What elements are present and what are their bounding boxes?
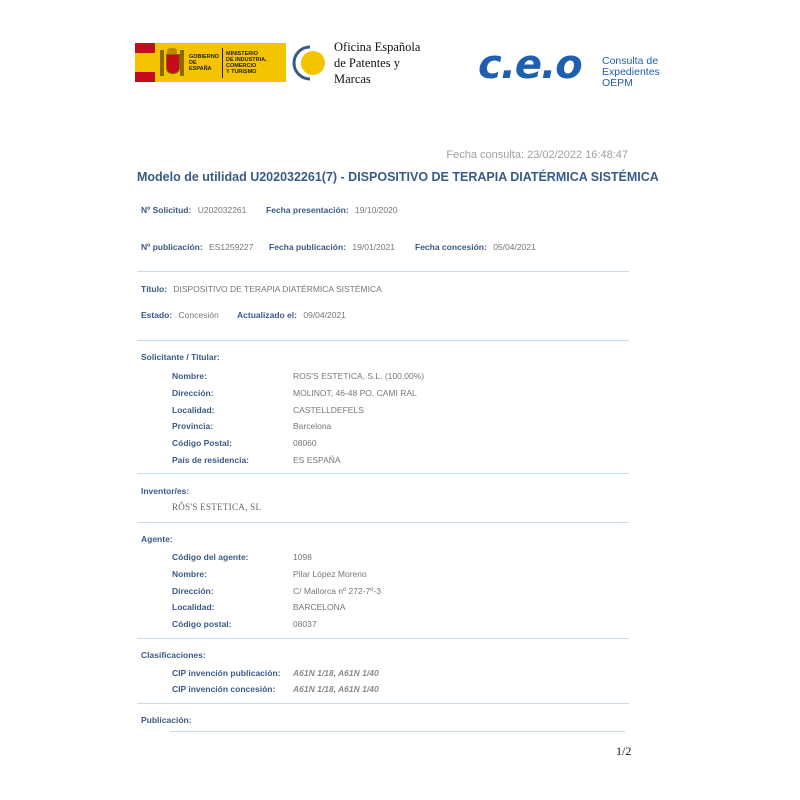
solicitante-provincia-value: Barcelona xyxy=(293,421,332,431)
divider xyxy=(137,638,629,639)
gobierno-espana-logo xyxy=(135,43,286,82)
fecha-consulta: Fecha consulta: 23/02/2022 16:48:47 xyxy=(446,149,628,161)
solicitante-cp-label: Código Postal: xyxy=(172,438,232,448)
solicitante-cp-value: 08060 xyxy=(293,438,317,448)
agente-direccion-value: C/ Mallorca nº 272-7º-3 xyxy=(293,586,381,596)
estado-label: Estado: xyxy=(141,310,173,320)
agente-codigo-label: Código del agente: xyxy=(172,552,249,562)
solicitante-direccion-label: Dirección: xyxy=(172,388,214,398)
actualizado-label: Actualizado el: xyxy=(237,310,297,320)
solicitante-localidad-label: Localidad: xyxy=(172,405,215,415)
ceo-logo xyxy=(478,40,668,90)
publicacion-value: ES1259227 xyxy=(209,242,254,252)
solicitante-localidad-value: CASTELLDEFELS xyxy=(293,405,364,415)
solicitante-pais-label: País de residencia: xyxy=(172,455,250,465)
solicitante-direccion-value: MOLINOT, 46-48 PO. CAMI RAL xyxy=(293,388,417,398)
fecha-publicacion-value: 19/01/2021 xyxy=(352,242,395,252)
publicacion-row xyxy=(141,242,253,252)
actualizado-row xyxy=(237,310,346,320)
cip-concesion-label: CIP invención concesión: xyxy=(172,684,276,694)
coat-of-arms-icon xyxy=(159,48,185,78)
agente-nombre-value: Pilar López Moreno xyxy=(293,569,367,579)
inventor-name: RÔS'S ESTETICA, SL xyxy=(172,502,262,512)
titulo-label: Título: xyxy=(141,284,167,294)
publicacion-label: Nº publicación: xyxy=(141,242,203,252)
fecha-publicacion-row xyxy=(269,242,395,252)
fecha-presentacion-row xyxy=(266,205,398,215)
titulo-value: DISPOSITIVO DE TERAPIA DIATÉRMICA SISTÉMICA xyxy=(173,284,382,294)
agente-direccion-label: Dirección: xyxy=(172,586,214,596)
oepm-line1: Oficina Española xyxy=(334,40,421,54)
cip-concesion-value: A61N 1/18, A61N 1/40 xyxy=(293,684,379,694)
actualizado-value: 09/04/2021 xyxy=(303,310,346,320)
fecha-presentacion-value: 19/10/2020 xyxy=(355,205,398,215)
agente-cp-label: Código postal: xyxy=(172,619,232,629)
fecha-concesion-row xyxy=(415,242,536,252)
solicitante-heading: Solicitante / Titular: xyxy=(141,352,220,362)
fecha-concesion-label: Fecha concesión: xyxy=(415,242,487,252)
solicitud-value: U202032261 xyxy=(197,205,247,215)
solicitante-provincia-label: Provincia: xyxy=(172,421,214,431)
agente-nombre-label: Nombre: xyxy=(172,569,207,579)
cip-publicacion-label: CIP invención publicación: xyxy=(172,668,281,678)
page-title: Modelo de utilidad U202032261(7) - DISPOSITIVO DE TERAPIA DIATÉRMICA SISTÉMICA xyxy=(137,170,659,184)
agente-heading: Agente: xyxy=(141,534,173,544)
cip-publicacion-value: A61N 1/18, A61N 1/40 xyxy=(293,668,379,678)
publicacion-heading: Publicación: xyxy=(141,715,192,725)
estado-value: Concesión xyxy=(178,310,219,320)
fecha-concesion-value: 05/04/2021 xyxy=(493,242,536,252)
solicitante-pais-value: ES ESPAÑA xyxy=(293,455,341,465)
estado-row xyxy=(141,310,219,320)
oepm-logo xyxy=(292,40,432,86)
fecha-presentacion-label: Fecha presentación: xyxy=(266,205,349,215)
ceo-wordmark: c.e.o xyxy=(478,42,582,88)
agente-codigo-value: 1098 xyxy=(293,552,312,562)
solicitud-label: Nº Solicitud: xyxy=(141,205,192,215)
agente-cp-value: 08037 xyxy=(293,619,317,629)
fecha-publicacion-label: Fecha publicación: xyxy=(269,242,346,252)
clasificaciones-heading: Clasificaciones: xyxy=(141,650,206,660)
solicitud-row xyxy=(141,205,246,215)
divider xyxy=(137,340,629,341)
solicitante-nombre-value: ROS'S ESTETICA, S.L. (100,00%) xyxy=(293,371,425,381)
titulo-row xyxy=(141,284,382,294)
page-number: 1/2 xyxy=(616,744,632,758)
spain-flag-icon xyxy=(135,43,155,82)
agente-localidad-value: BARCELONA xyxy=(293,602,346,612)
divider xyxy=(137,473,629,474)
gobierno-text: GOBIERNO DE ESPAÑA xyxy=(189,53,219,72)
divider xyxy=(137,522,629,523)
ministerio-text: MINISTERIO DE INDUSTRIA, COMERCIO Y TURISMO xyxy=(226,50,267,75)
divider xyxy=(137,271,629,272)
oepm-line2: de Patentes y Marcas xyxy=(334,56,400,86)
oepm-sun-icon xyxy=(292,45,328,81)
divider xyxy=(137,703,629,704)
solicitante-nombre-label: Nombre: xyxy=(172,371,207,381)
divider xyxy=(170,731,625,732)
inventor-heading: Inventor/es: xyxy=(141,486,190,496)
agente-localidad-label: Localidad: xyxy=(172,602,215,612)
ceo-subtitle: Consulta de Expedientes OEPM xyxy=(602,55,660,89)
